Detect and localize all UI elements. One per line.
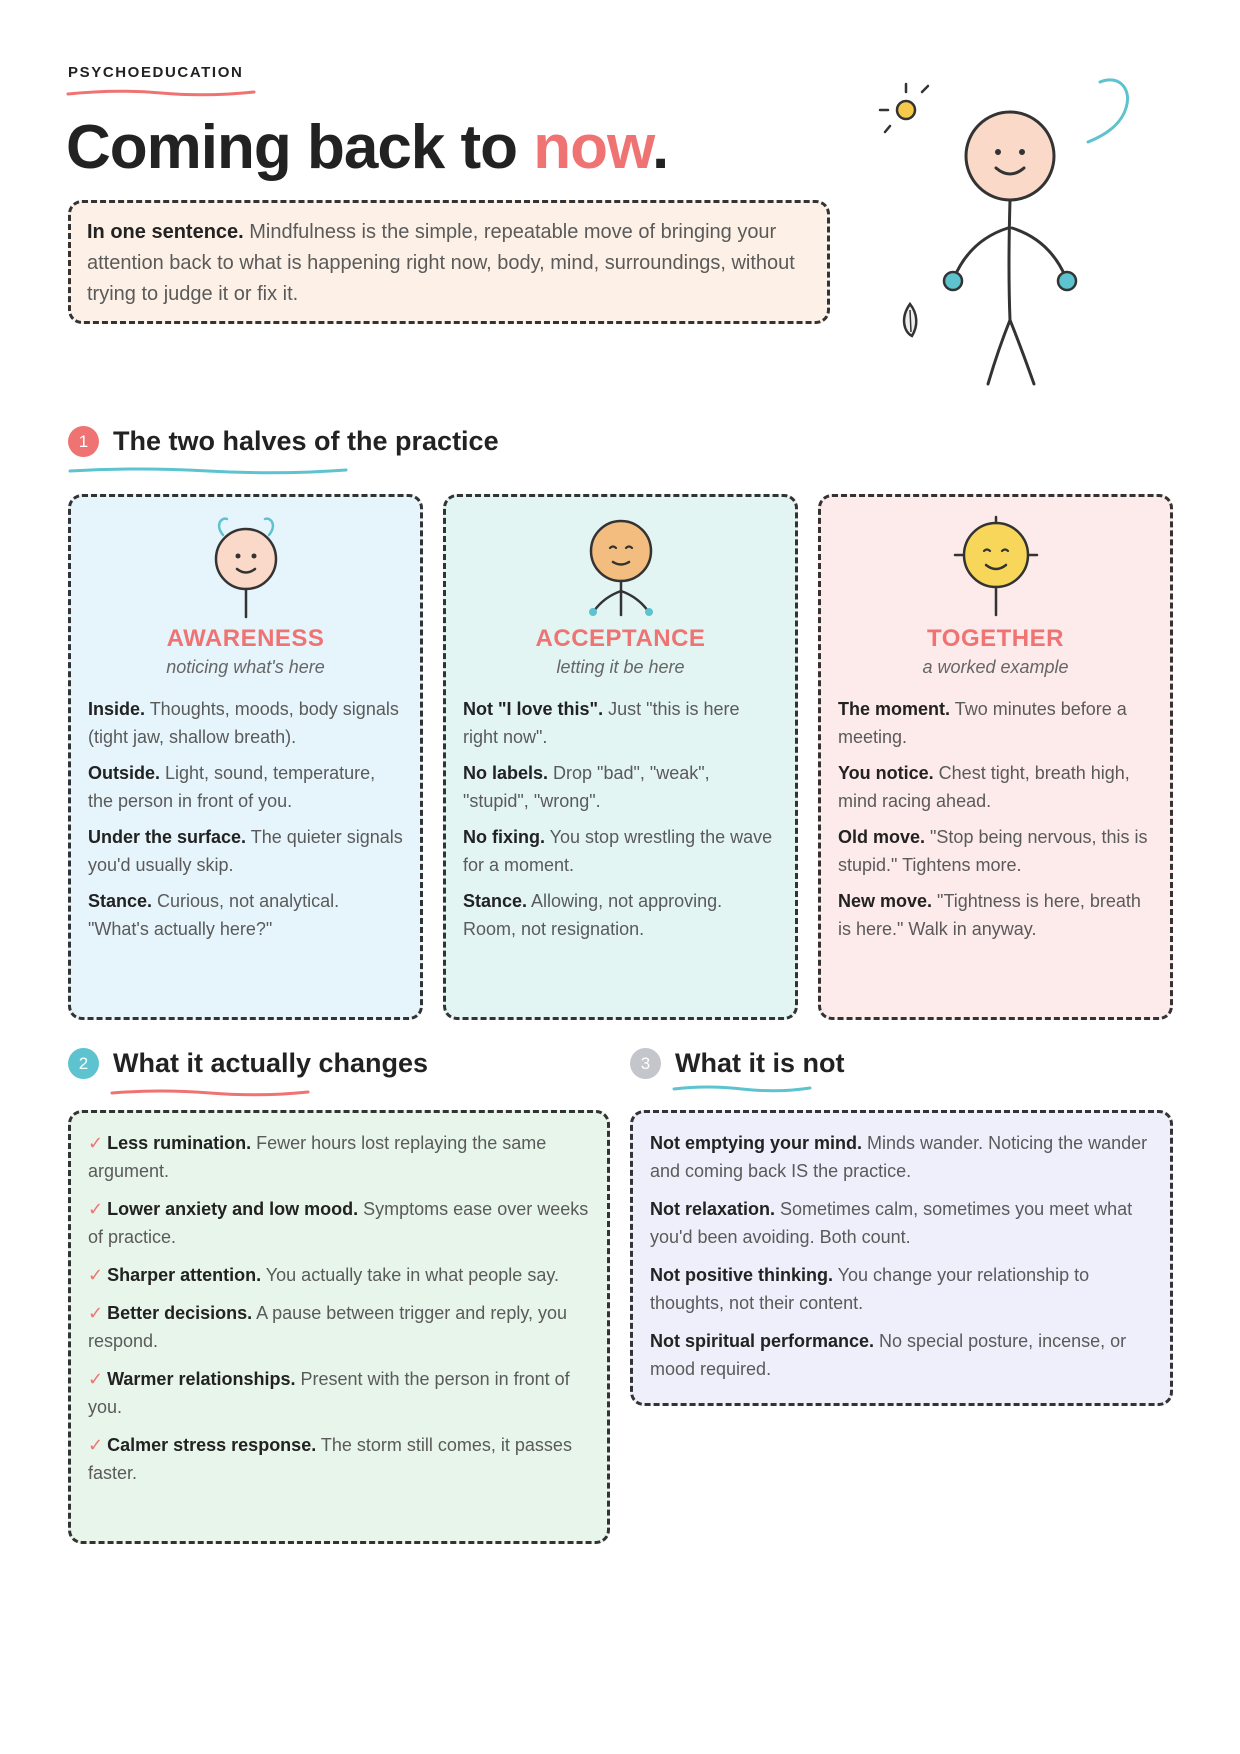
- list-item: Stance. Allowing, not approving. Room, not resignation.: [463, 891, 723, 939]
- section-1-number: 1: [68, 426, 99, 457]
- list-item: Under the surface. The quieter signals you'd usually skip.: [88, 827, 403, 875]
- section-1-heading: [68, 426, 499, 457]
- card-awareness: [68, 494, 423, 1020]
- list-item: Not emptying your mind. Minds wander. Noticing the wander and coming back IS the practice.: [650, 1133, 1148, 1181]
- summary-lead: In one sentence.: [87, 221, 244, 243]
- eyebrow-label: PSYCHOEDUCATION: [68, 64, 244, 81]
- list-item: ✓ Less rumination. Fewer hours lost replaying the same argument.: [88, 1133, 547, 1181]
- section-2-underline: [110, 1088, 310, 1098]
- check-icon: ✓: [88, 1133, 104, 1153]
- card-awareness-subtitle: noticing what's here: [166, 657, 325, 677]
- list-item: ✓ Warmer relationships. Present with the person in front of you.: [88, 1369, 570, 1417]
- section-3-heading: [630, 1048, 844, 1079]
- sun-icon: [880, 84, 928, 132]
- list-item: You notice. Chest tight, breath high, mind racing ahead.: [838, 763, 1130, 811]
- list-item: Stance. Curious, not analytical. "What's actually here?": [88, 891, 340, 939]
- section-3-underline: [672, 1084, 812, 1094]
- list-item: Inside. Thoughts, moods, body signals (tight jaw, shallow breath).: [88, 699, 399, 747]
- summary-box: [68, 200, 830, 324]
- list-item: No fixing. You stop wrestling the wave for a moment.: [463, 827, 773, 875]
- stick-figure-awareness-icon: [201, 511, 291, 619]
- section-1-underline: [68, 466, 348, 476]
- list-item: Not "I love this". Just "this is here right now".: [463, 699, 740, 747]
- list-item: No labels. Drop "bad", "weak", "stupid", "wrong".: [463, 763, 710, 811]
- card-acceptance: [443, 494, 798, 1020]
- list-item: Old move. "Stop being nervous, this is stupid." Tightens more.: [838, 827, 1148, 875]
- card-benefits: [68, 1110, 610, 1544]
- eyebrow-underline: [66, 88, 256, 98]
- card-together-title: TOGETHER: [927, 625, 1064, 652]
- list-item: The moment. Two minutes before a meeting.: [838, 699, 1127, 747]
- list-item: ✓ Sharper attention. You actually take in what people say.: [88, 1265, 559, 1285]
- list-item: ✓ Lower anxiety and low mood. Symptoms ease over weeks of practice.: [88, 1199, 589, 1247]
- check-icon: ✓: [88, 1369, 104, 1389]
- stick-figure-acceptance-icon: [576, 511, 666, 619]
- section-3-number: 3: [630, 1048, 661, 1079]
- card-awareness-title: AWARENESS: [166, 625, 325, 652]
- check-icon: ✓: [88, 1265, 104, 1285]
- list-item: Not relaxation. Sometimes calm, sometimes you meet what you'd been avoiding. Both count.: [650, 1199, 1133, 1247]
- list-item: Outside. Light, sound, temperature, the person in front of you.: [88, 763, 376, 811]
- card-acceptance-title: ACCEPTANCE: [535, 625, 706, 652]
- page-title: Coming back to now.: [66, 113, 669, 182]
- card-together: [818, 494, 1173, 1020]
- section-1-title: The two halves of the practice: [113, 426, 499, 456]
- section-2-title: What it actually changes: [113, 1048, 429, 1078]
- list-item: New move. "Tightness is here, breath is here." Walk in anyway.: [838, 891, 1141, 939]
- swirl-icon: [1088, 80, 1128, 142]
- check-icon: ✓: [88, 1199, 104, 1219]
- section-2-heading: [68, 1048, 428, 1079]
- check-icon: ✓: [88, 1435, 104, 1455]
- card-together-subtitle: a worked example: [922, 657, 1069, 677]
- list-item: ✓ Calmer stress response. The storm still comes, it passes faster.: [88, 1435, 572, 1483]
- list-item: Not spiritual performance. No special posture, incense, or mood required.: [650, 1331, 1127, 1379]
- leaf-icon: [904, 304, 916, 336]
- section-3-title: What it is not: [675, 1048, 845, 1078]
- card-acceptance-subtitle: letting it be here: [556, 657, 685, 677]
- stick-figure-illustration: [870, 70, 1150, 400]
- summary-text: Mindfulness is the simple, repeatable move of bringing your attention back to what is happening right now, body, mind, surroundings, without trying to judge it or fix it.: [87, 221, 795, 305]
- list-item: Not positive thinking. You change your relationship to thoughts, not their content.: [650, 1265, 1090, 1313]
- section-2-number: 2: [68, 1048, 99, 1079]
- sun-face-icon: [951, 511, 1041, 619]
- list-item: ✓ Better decisions. A pause between trigger and reply, you respond.: [88, 1303, 568, 1351]
- check-icon: ✓: [88, 1303, 104, 1323]
- card-misconceptions: [630, 1110, 1173, 1406]
